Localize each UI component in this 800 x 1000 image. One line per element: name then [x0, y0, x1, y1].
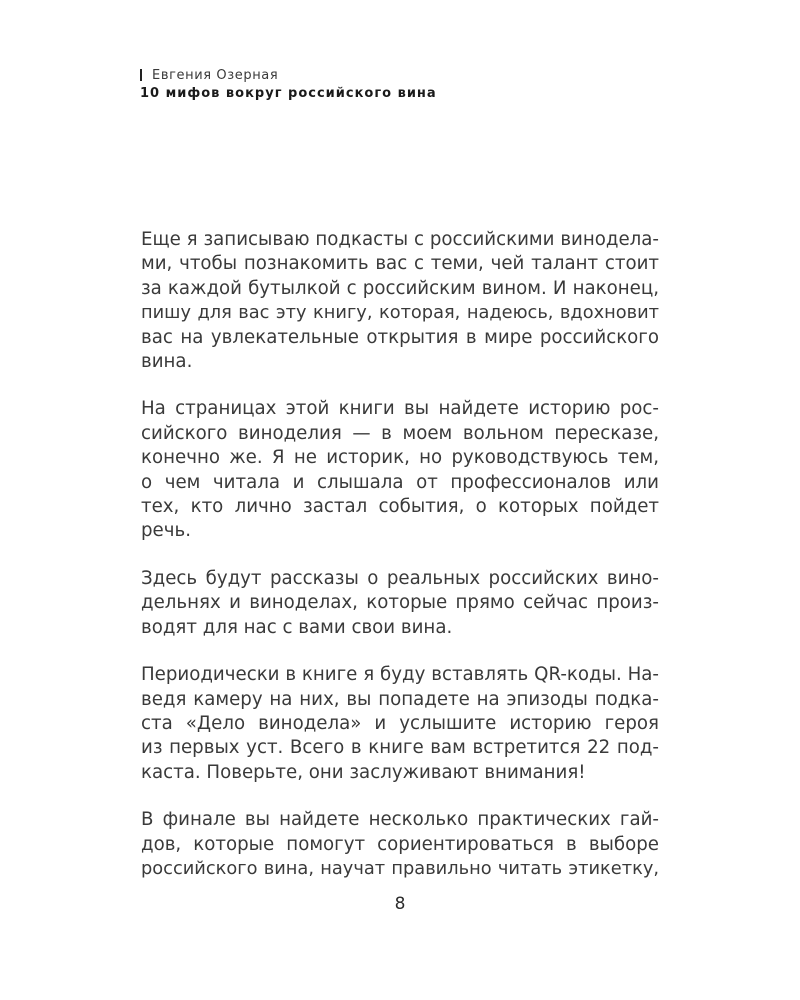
- paragraph-5: [141, 808, 659, 881]
- page-number: 8: [394, 894, 406, 914]
- book-title: 10 мифов вокруг российского вина: [140, 86, 437, 101]
- text-line: ста «Дело винодела» и услышите историю героя: [141, 712, 659, 734]
- text-line: каста. Поверьте, они заслуживают внимания!: [141, 761, 586, 783]
- paragraph-2: [141, 397, 659, 543]
- text-line: ми, чтобы познакомить вас с теми, чей талант стоит: [141, 253, 659, 275]
- text-line: вас на увлекательные открытия в мире российского: [141, 326, 659, 348]
- text-line: В финале вы найдете несколько практических гай-: [141, 809, 659, 831]
- text-line: тех, кто лично застал события, о которых пойдет: [141, 496, 659, 518]
- text-line: На страницах этой книги вы найдете историю рос-: [141, 398, 659, 420]
- author-bar-divider: [140, 69, 142, 81]
- text-line: дов, которые помогут сориентироваться в выборе: [141, 833, 659, 855]
- text-line: за каждой бутылкой с российским вином. И наконец,: [141, 277, 659, 299]
- text-line: сийского виноделия — в моем вольном пересказе,: [141, 422, 659, 444]
- running-head: [140, 66, 660, 104]
- paragraph-3: [141, 567, 659, 640]
- text-line: конечно же. Я не историк, но руководствуюсь тем,: [141, 447, 659, 469]
- text-line: о чем читала и слышала от профессионалов или: [141, 471, 659, 493]
- text-line: ведя камеру на них, вы попадете на эпизоды подка-: [141, 688, 659, 710]
- text-line: российского вина, научат правильно читать этикетку,: [141, 857, 659, 879]
- text-line: Еще я записываю подкасты с российскими винодела-: [141, 229, 659, 250]
- paragraph-4: [141, 663, 659, 785]
- text-line: водят для нас с вами свои вина.: [141, 616, 453, 638]
- text-line: из первых уст. Всего в книге вам встретится 22 под-: [141, 737, 659, 759]
- author-name: Евгения Озерная: [152, 67, 279, 83]
- author-line: [140, 66, 660, 84]
- body-text: [141, 228, 659, 904]
- text-line: вина.: [141, 351, 193, 373]
- text-line: Периодически в книге я буду вставлять QR-коды. На-: [141, 664, 659, 686]
- text-line: дельнях и виноделах, которые прямо сейчас произ-: [141, 592, 659, 614]
- text-line: Здесь будут рассказы о реальных российских вино-: [141, 567, 659, 589]
- text-line: речь.: [141, 520, 191, 542]
- text-line: пишу для вас эту книгу, которая, надеюсь, вдохновит: [141, 302, 659, 324]
- paragraph-1: [141, 228, 659, 374]
